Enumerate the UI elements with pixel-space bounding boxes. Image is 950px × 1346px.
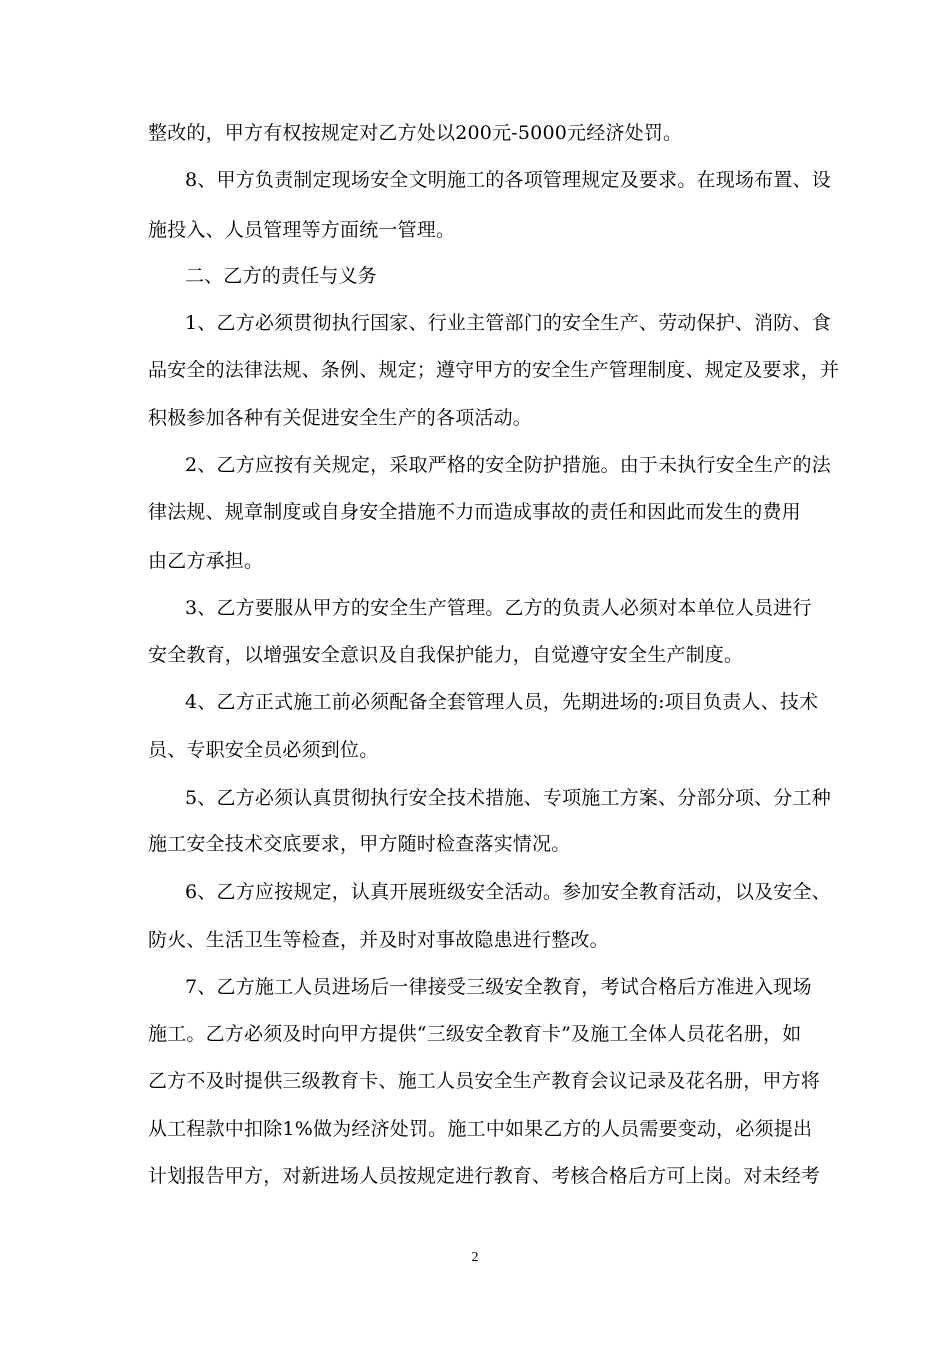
text-line: 施工。乙方必须及时向甲方提供“三级安全教育卡”及施工全体人员花名册，如 xyxy=(148,1023,802,1045)
text-line: 积极参加各种有关促进安全生产的各项活动。 xyxy=(148,407,533,429)
text-line: 施工安全技术交底要求，甲方随时检查落实情况。 xyxy=(148,833,571,855)
text-line: 4、乙方正式施工前必须配备全套管理人员，先期进场的:项目负责人、技术 xyxy=(185,691,819,713)
text-line: 由乙方承担。 xyxy=(148,550,264,572)
text-line: 从工程款中扣除1%做为经济处罚。施工中如果乙方的人员需要变动，必须提出 xyxy=(148,1118,813,1140)
text-line: 安全教育，以增强安全意识及自我保护能力，自觉遵守安全生产制度。 xyxy=(148,644,744,666)
text-line: 6、乙方应按规定，认真开展班级安全活动。参加安全教育活动，以及安全、 xyxy=(185,881,831,903)
text-line: 3、乙方要服从甲方的安全生产管理。乙方的负责人必须对本单位人员进行 xyxy=(185,597,812,619)
section-heading: 二、乙方的责任与义务 xyxy=(185,265,378,287)
text-line: 乙方不及时提供三级教育卡、施工人员安全生产教育会议记录及花名册，甲方将 xyxy=(148,1070,821,1092)
text-line: 施投入、人员管理等方面统一管理。 xyxy=(148,219,456,241)
text-line: 律法规、规章制度或自身安全措施不力而造成事故的责任和因此而发生的费用 xyxy=(148,501,801,523)
text-line: 整改的，甲方有权按规定对乙方处以200元-5000元经济处罚。 xyxy=(148,122,683,144)
text-line: 防火、生活卫生等检查，并及时对事故隐患进行整改。 xyxy=(148,929,609,951)
text-line: 7、乙方施工人员进场后一律接受三级安全教育，考试合格后方准进入现场 xyxy=(185,976,812,998)
text-line: 1、乙方必须贯彻执行国家、行业主管部门的安全生产、劳动保护、消防、食 xyxy=(185,312,831,334)
text-line: 2、乙方应按有关规定，采取严格的安全防护措施。由于未执行安全生产的法 xyxy=(185,454,831,476)
text-line: 8、甲方负责制定现场安全文明施工的各项管理规定及要求。在现场布置、设 xyxy=(185,169,831,191)
page-number: 2 xyxy=(471,1250,479,1265)
text-line: 员、专职安全员必须到位。 xyxy=(148,739,379,761)
text-line: 品安全的法律法规、条例、规定；遵守甲方的安全生产管理制度、规定及要求，并 xyxy=(148,359,840,381)
text-line: 计划报告甲方，对新进场人员按规定进行教育、考核合格后方可上岗。对未经考 xyxy=(148,1165,821,1187)
text-line: 5、乙方必须认真贯彻执行安全技术措施、专项施工方案、分部分项、分工种 xyxy=(185,787,831,809)
